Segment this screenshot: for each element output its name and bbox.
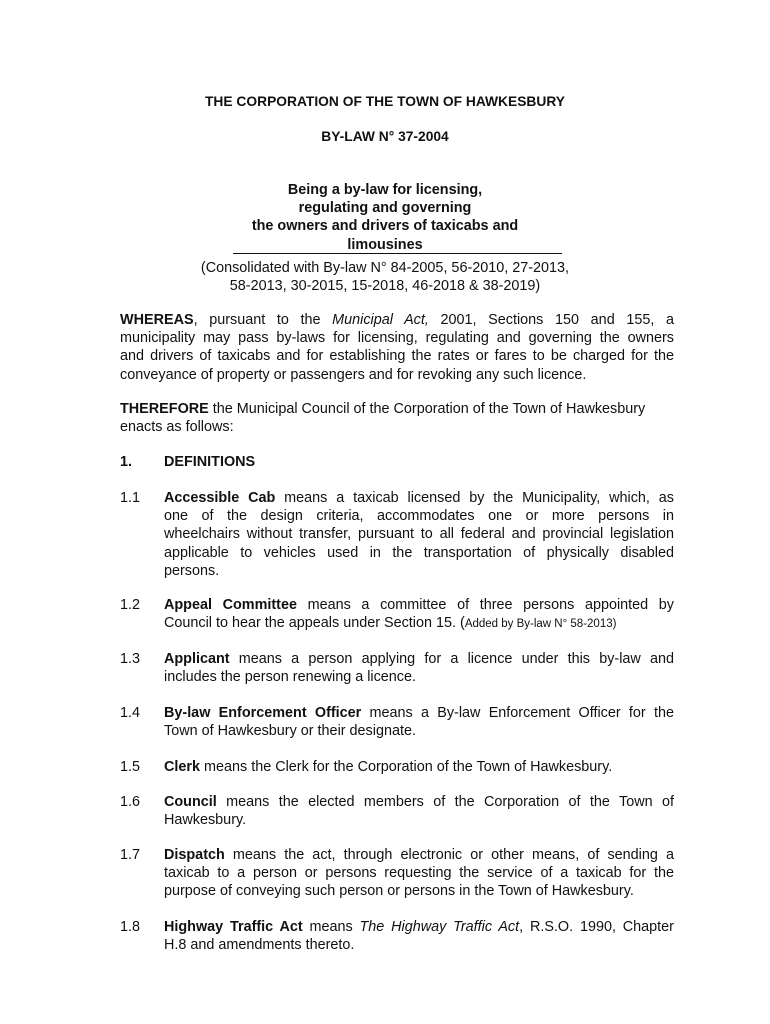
definition-number: 1.5: [120, 759, 141, 775]
definition-item: [164, 596, 674, 633]
whereas-line: and drivers of taxicabs and for establishing the rates or fares to be charged for the: [120, 348, 674, 365]
definition-text: purpose of conveying such person or persons in the Town of Hawkesbury.: [164, 883, 634, 900]
amendment-note: Added by By-law N° 58-2013): [464, 618, 617, 631]
definition-number: 1.2: [120, 597, 141, 613]
definition-item: [164, 704, 674, 740]
definition-term: Clerk: [164, 759, 200, 775]
definition-text: H.8 and amendments thereto.: [164, 937, 355, 954]
consolidation-line: 58-2013, 30-2015, 15-2018, 46-2018 & 38-2019): [229, 278, 541, 295]
definition-item: [164, 846, 674, 901]
purpose-line: regulating and governing: [298, 200, 472, 217]
definition-text: means the act, through electronic or other means, of sending a: [224, 847, 674, 863]
section-heading: DEFINITIONS: [164, 454, 256, 470]
act-name: Municipal Act,: [332, 312, 429, 328]
definition-item: [164, 918, 674, 954]
definition-item: [164, 793, 674, 829]
definition-text: one of the design criteria, accommodates one or more persons in: [164, 508, 674, 525]
definition-term: Applicant: [164, 651, 230, 667]
whereas-paragraph: [120, 311, 674, 384]
bylaw-number: BY-LAW N° 37-2004: [321, 129, 449, 144]
definition-text: means the Clerk for the Corporation of the Town of Hawkesbury.: [200, 759, 613, 775]
definition-text: means the elected members of the Corporation of the Town of: [216, 794, 674, 810]
bylaw-purpose: [0, 181, 770, 254]
definition-text: means a By-law Enforcement Officer for the: [361, 705, 674, 721]
definition-term: Appeal Committee: [164, 597, 297, 613]
consolidation-line: (Consolidated with By-law N° 84-2005, 56-2010, 27-2013,: [200, 260, 570, 276]
definition-term: Accessible Cab: [164, 490, 276, 506]
definition-text: taxicab to a person or persons requesting the service of a taxicab for the: [164, 865, 674, 882]
whereas-text: 2001, Sections 150 and 155, a: [428, 312, 674, 328]
definition-text: means a person applying for a licence under this by-law and: [229, 651, 674, 667]
definition-text: persons.: [164, 562, 220, 579]
definition-number: 1.8: [120, 919, 141, 935]
definition-number: 1.6: [120, 794, 141, 810]
definition-term: Highway Traffic Act: [164, 919, 303, 935]
therefore-line: enacts as follows:: [120, 419, 234, 436]
definition-number: 1.1: [120, 490, 141, 506]
definition-item: [164, 650, 674, 686]
definition-text: applicable to vehicles used in the transportation of physically disabled: [164, 544, 674, 561]
therefore-text: the Municipal Council of the Corporation of the Town of Hawkesbury: [208, 401, 646, 417]
definition-item: [164, 758, 674, 776]
whereas-line: municipality may pass by-laws for licensing, regulating and governing the owners: [120, 330, 674, 347]
therefore-paragraph: [120, 400, 674, 436]
section-number: 1.: [120, 454, 133, 470]
purpose-line: the owners and drivers of taxicabs and: [251, 218, 519, 235]
act-name: The Highway Traffic Act: [359, 919, 520, 935]
purpose-line: limousines: [347, 236, 423, 253]
definition-item: [164, 489, 674, 580]
definition-text: includes the person renewing a licence.: [164, 669, 416, 686]
document-title: THE CORPORATION OF THE TOWN OF HAWKESBURY: [205, 94, 565, 109]
definition-text: Town of Hawkesbury or their designate.: [164, 723, 416, 740]
definition-text: means a committee of three persons appointed by: [296, 597, 674, 613]
definition-term: Council: [164, 794, 217, 810]
definition-text: means a taxicab licensed by the Municipality, which, as: [275, 490, 675, 506]
title-underline: [233, 253, 562, 254]
definition-text: wheelchairs without transfer, pursuant to all federal and provincial legislation: [164, 526, 674, 543]
definition-text: Council to hear the appeals under Section 15. (: [164, 615, 465, 632]
definition-text: , R.S.O. 1990, Chapter: [519, 919, 674, 935]
definition-term: Dispatch: [164, 847, 225, 863]
definition-text: means: [302, 919, 360, 935]
definition-number: 1.4: [120, 705, 141, 721]
purpose-line: Being a by-law for licensing,: [287, 182, 483, 198]
consolidation-note: [0, 259, 770, 295]
whereas-text: , pursuant to the: [193, 312, 333, 328]
definition-number: 1.7: [120, 847, 141, 863]
definition-term: By-law Enforcement Officer: [164, 705, 362, 721]
therefore-label: THEREFORE: [120, 401, 209, 417]
whereas-label: WHEREAS: [120, 312, 194, 328]
definition-text: Hawkesbury.: [164, 812, 247, 829]
definition-number: 1.3: [120, 651, 141, 667]
whereas-line: conveyance of property or passengers and for revoking any such licence.: [120, 366, 587, 383]
